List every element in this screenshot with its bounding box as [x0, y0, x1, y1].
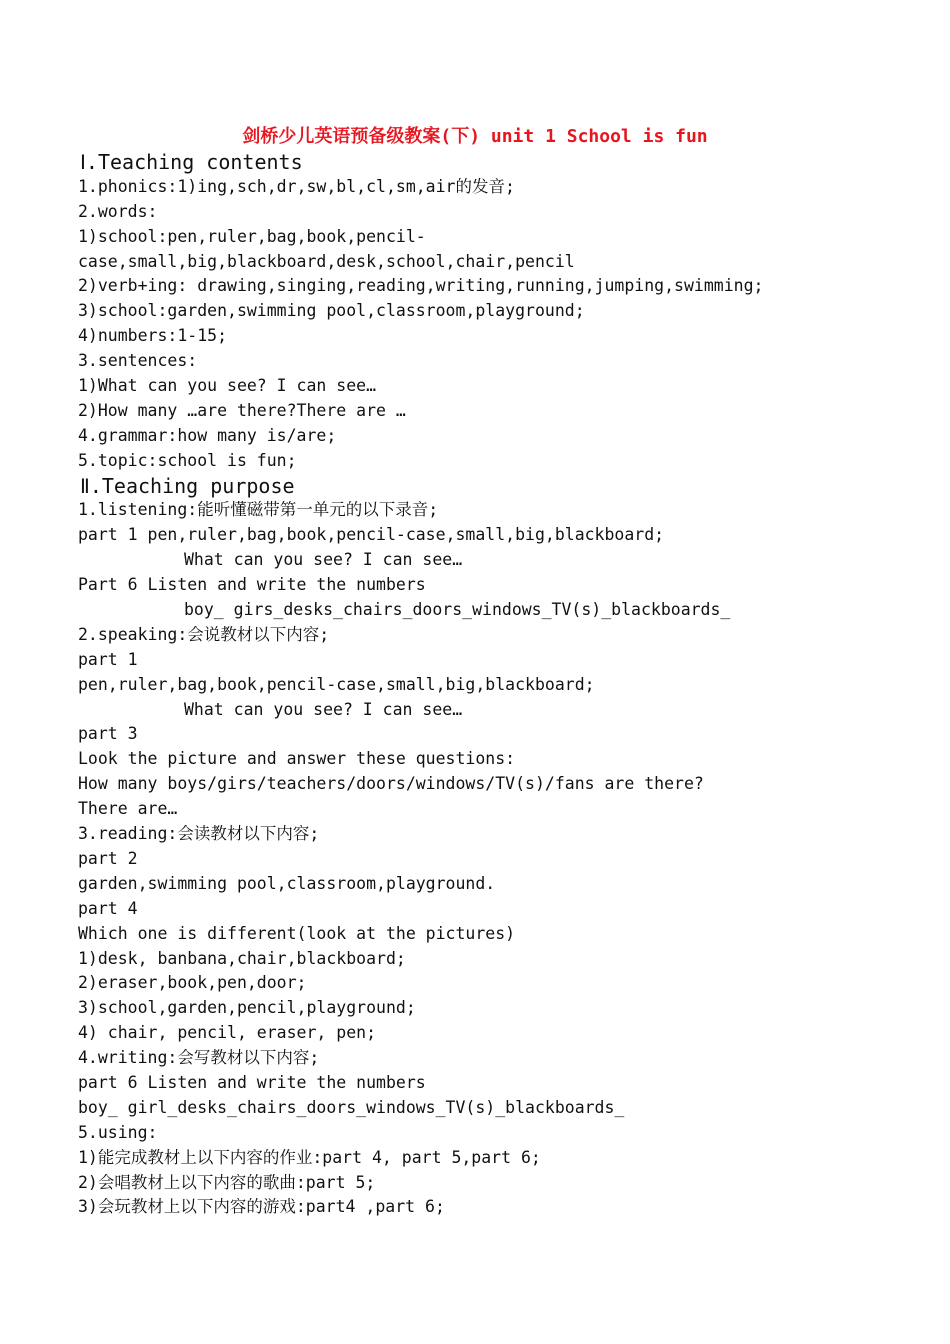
text-line: 2)verb+ing: drawing,singing,reading,writing,running,jumping,swimming;	[78, 276, 764, 296]
text-line: 3)school,garden,pencil,playground;	[78, 998, 416, 1018]
text-line: Which one is different(look at the pictures)	[78, 923, 516, 943]
text-line: garden,swimming pool,classroom,playground.	[78, 873, 496, 893]
text-line: 1)能完成教材上以下内容的作业:part 4, part 5,part 6;	[78, 1147, 541, 1167]
text-line: 5.topic:school is fun;	[78, 450, 297, 470]
text-line: There are…	[78, 799, 178, 819]
text-line: pen,ruler,bag,book,pencil-case,small,big,blackboard;	[78, 674, 595, 694]
text-line: Part 6 Listen and write the numbers	[78, 575, 426, 595]
text-line: part 6 Listen and write the numbers	[78, 1072, 426, 1092]
text-line: 3)会玩教材上以下内容的游戏:part4 ,part 6;	[78, 1197, 445, 1217]
text-line: part 4	[78, 898, 138, 918]
text-line: 2)会唱教材上以下内容的歌曲:part 5;	[78, 1172, 376, 1192]
text-line: 1)school:pen,ruler,bag,book,pencil-	[78, 226, 426, 246]
text-line: 4)numbers:1-15;	[78, 326, 228, 346]
text-line: 3.reading:会读教材以下内容;	[78, 824, 320, 844]
text-line: 2)How many …are there?There are …	[78, 400, 406, 420]
text-line: What can you see? I can see…	[184, 550, 463, 570]
text-line: 4.writing:会写教材以下内容;	[78, 1048, 320, 1068]
text-line: 2.words:	[78, 201, 158, 221]
text-line: 4.grammar:how many is/are;	[78, 425, 337, 445]
text-line: boy_ girl_desks_chairs_doors_windows_TV(s)_blackboards_	[78, 1097, 625, 1117]
text-line: 2)eraser,book,pen,door;	[78, 973, 307, 993]
document-title: 剑桥少儿英语预备级教案(下) unit 1 School is fun	[242, 126, 708, 147]
text-line: 1)desk, banbana,chair,blackboard;	[78, 948, 406, 968]
text-line: case,small,big,blackboard,desk,school,chair,pencil	[78, 251, 575, 271]
text-line: part 3	[78, 724, 138, 744]
text-line: boy_ girs_desks_chairs_doors_windows_TV(s)_blackboards_	[184, 600, 731, 620]
text-line: 3)school:garden,swimming pool,classroom,playground;	[78, 301, 585, 321]
text-line: part 1	[78, 649, 138, 669]
section-heading: Ⅱ.Teaching purpose	[80, 473, 295, 498]
text-line: part 1 pen,ruler,bag,book,pencil-case,small,big,blackboard;	[78, 525, 665, 545]
text-line: How many boys/girs/teachers/doors/windows/TV(s)/fans are there?	[78, 774, 704, 794]
text-line: 1.listening:能听懂磁带第一单元的以下录音;	[78, 500, 439, 520]
text-line: 1.phonics:1)ing,sch,dr,sw,bl,cl,sm,air的发音;	[78, 176, 515, 196]
document-body	[78, 150, 928, 1220]
text-line: part 2	[78, 848, 138, 868]
text-line: 2.speaking:会说教材以下内容;	[78, 624, 330, 644]
text-line: 4) chair, pencil, eraser, pen;	[78, 1023, 377, 1043]
text-line: 3.sentences:	[78, 351, 198, 371]
text-line: 1)What can you see? I can see…	[78, 376, 377, 396]
text-line: 5.using:	[78, 1122, 158, 1142]
text-line: Look the picture and answer these questions:	[78, 749, 516, 769]
text-line: What can you see? I can see…	[184, 699, 463, 719]
section-heading: Ⅰ.Teaching contents	[80, 150, 303, 174]
